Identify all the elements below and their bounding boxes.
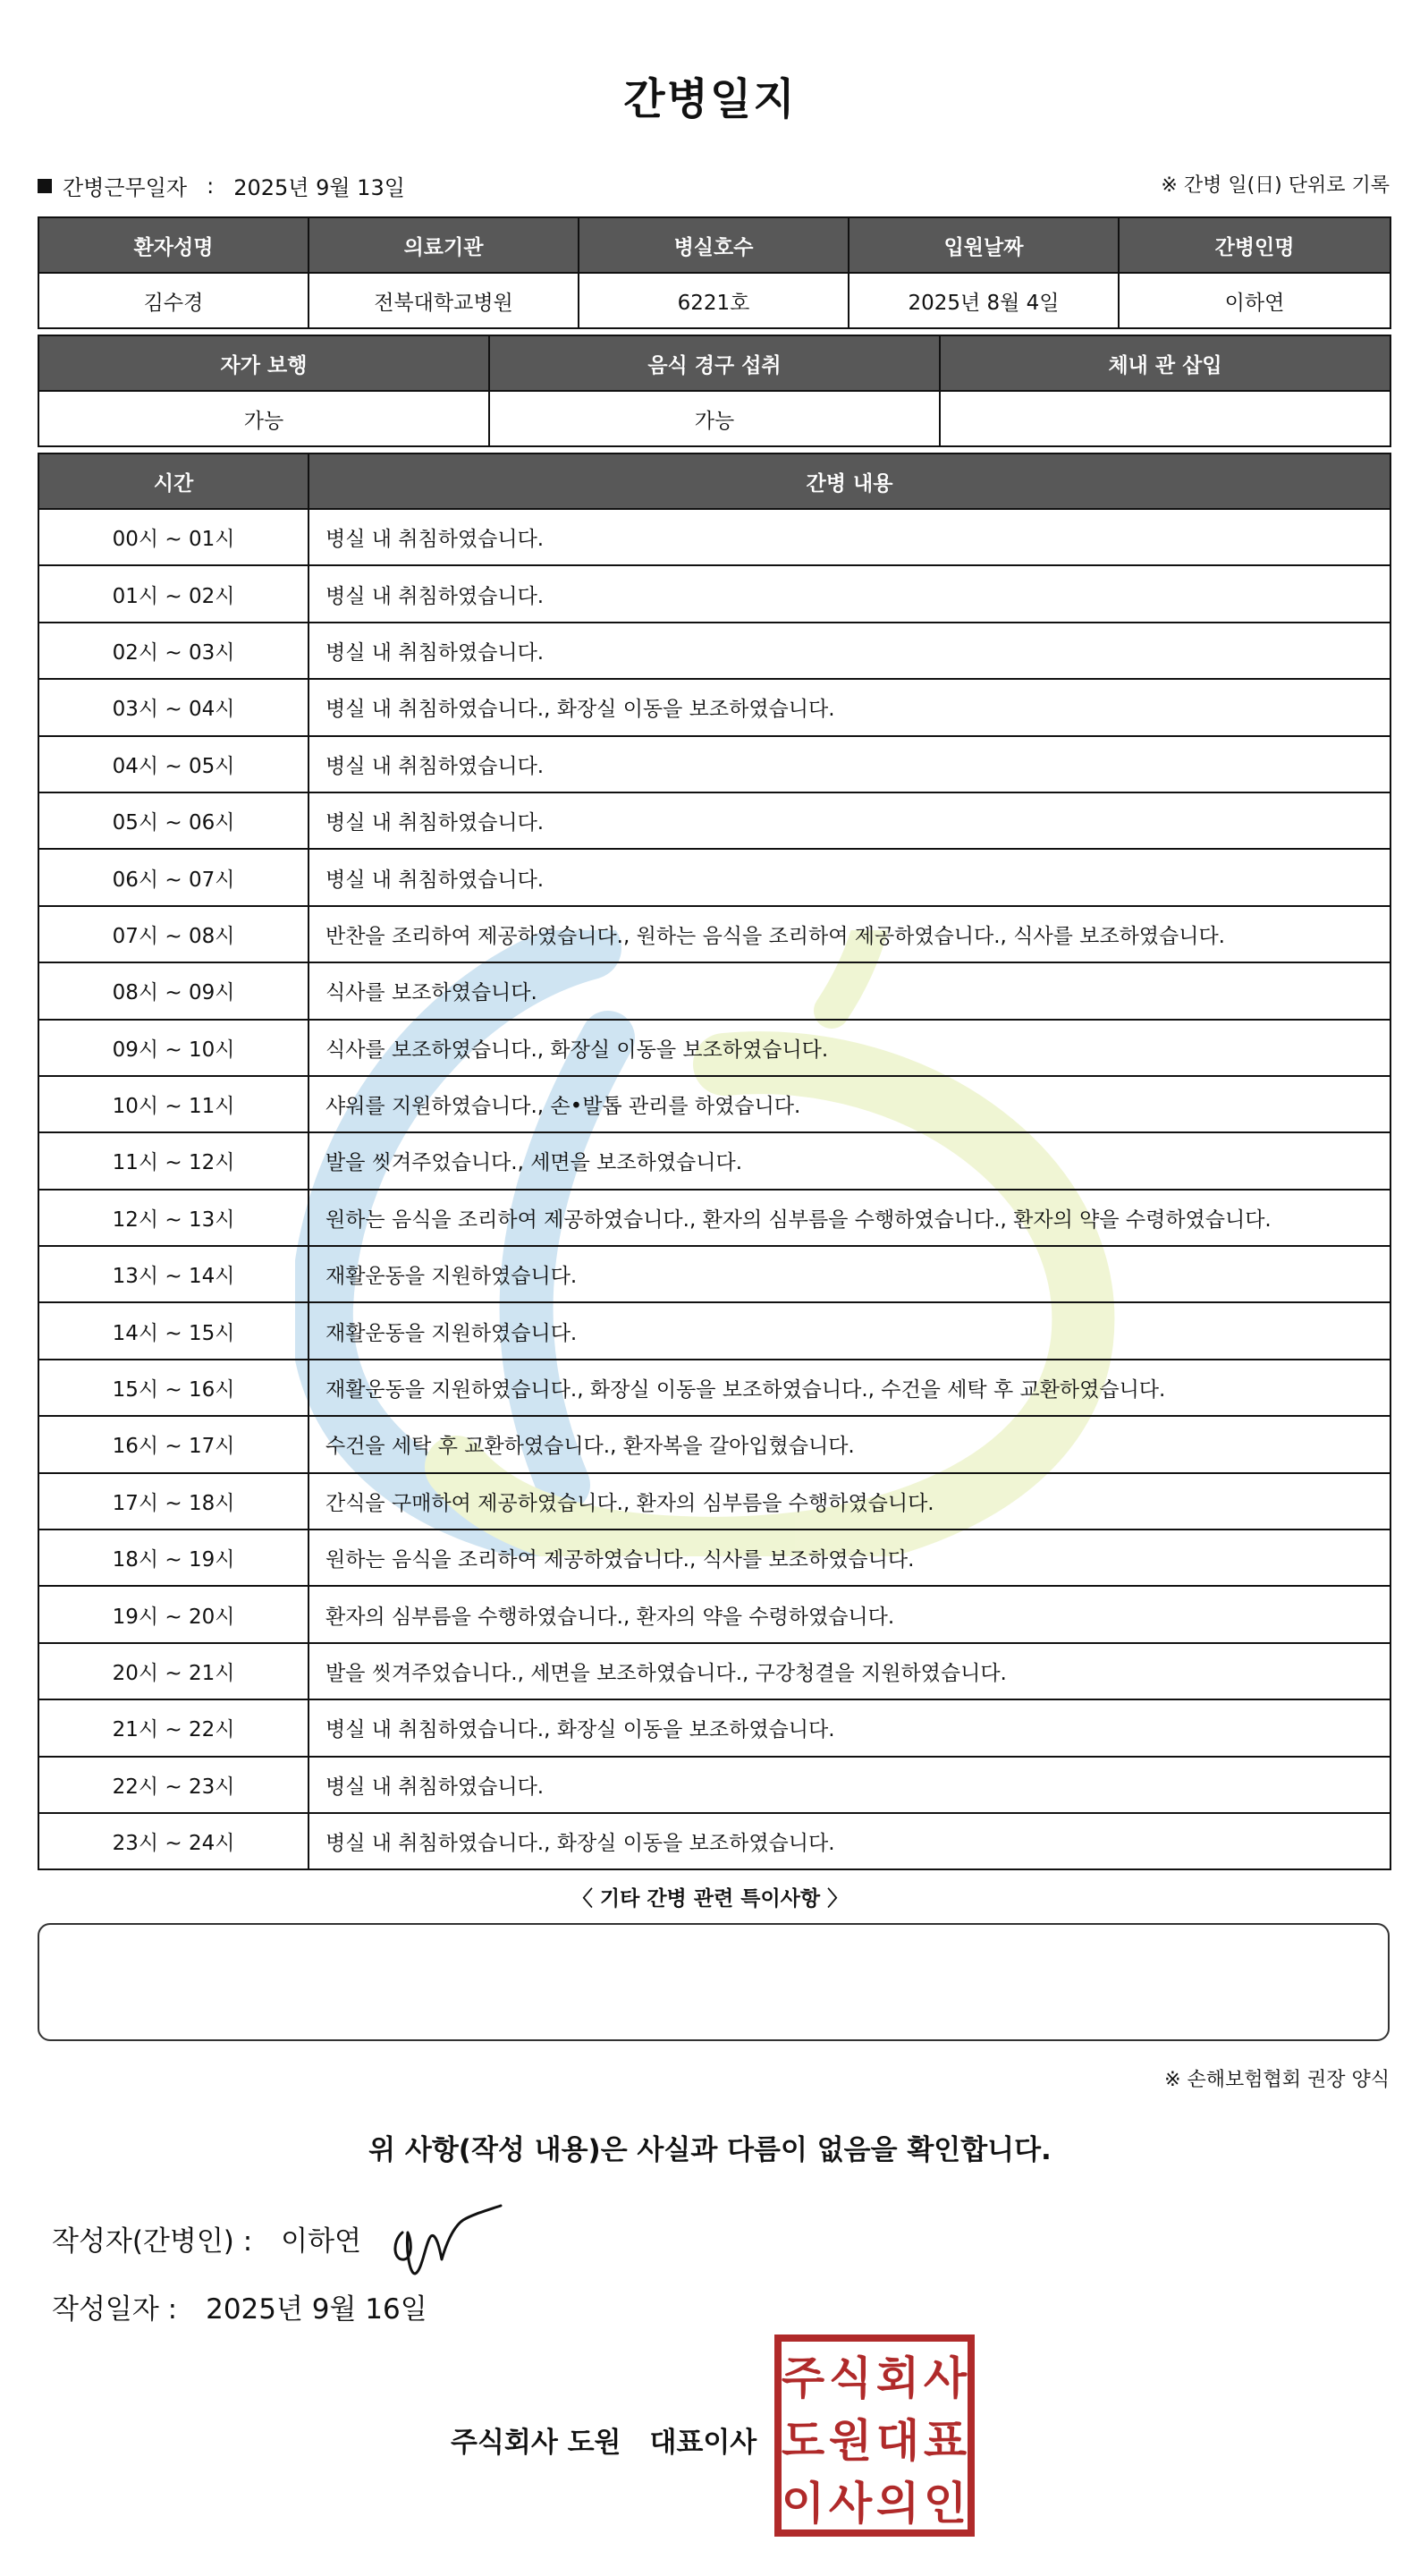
special-notes-box [38,1923,1390,2041]
writer-row [52,2218,361,2258]
content-cell: 병실 내 취침하였습니다. [309,623,1390,679]
room-number: 6221호 [579,273,849,328]
time-cell: 00시 ~ 01시 [38,509,309,565]
seal-glyph: 회 [875,2352,920,2404]
time-cell: 17시 ~ 18시 [38,1473,309,1530]
seal-glyph: 도 [781,2415,825,2467]
confirmation-statement: 위 사항(작성 내용)은 사실과 다름이 없음을 확인합니다. [368,2134,1052,2166]
table-row [38,679,1390,735]
company-block [451,2419,756,2460]
time-cell: 16시 ~ 17시 [38,1416,309,1472]
table-row [38,1416,1390,1472]
content-cell: 식사를 보조하였습니다. [309,962,1390,1019]
content-cell: 병실 내 취침하였습니다., 화장실 이동을 보조하였습니다. [309,679,1390,735]
patient-info-header-row [38,217,1390,273]
seal-glyph: 주 [781,2352,825,2404]
content-cell: 원하는 음식을 조리하여 제공하였습니다., 환자의 심부름을 수행하였습니다., 환자의 약을 수령하였습니다. [309,1190,1390,1246]
time-cell: 07시 ~ 08시 [38,906,309,962]
time-cell: 19시 ~ 20시 [38,1586,309,1642]
content-cell: 수건을 세탁 후 교환하였습니다., 환자복을 갈아입혔습니다. [309,1416,1390,1472]
seal-glyph: 사 [923,2352,968,2404]
time-cell: 01시 ~ 02시 [38,565,309,622]
header-time: 시간 [38,453,309,509]
written-date-label: 작성일자 : [52,2293,178,2326]
table-row [38,792,1390,849]
seal-glyph: 표 [923,2415,968,2467]
care-status-header-row [38,335,1390,391]
seal-glyph: 사 [828,2478,873,2529]
table-row [38,509,1390,565]
written-date-row [52,2286,427,2326]
table-row [38,565,1390,622]
table-row [38,1302,1390,1359]
content-cell: 병실 내 취침하였습니다., 화장실 이동을 보조하였습니다. [309,1813,1390,1869]
content-cell: 발을 씻겨주었습니다., 세면을 보조하였습니다., 구강청결을 지원하였습니다. [309,1643,1390,1699]
content-cell: 재활운동을 지원하였습니다. [309,1246,1390,1302]
seal-glyph: 대 [875,2415,920,2467]
table-row [38,1360,1390,1416]
table-row [38,1132,1390,1189]
tube-insertion-value [940,391,1390,446]
time-cell: 20시 ~ 21시 [38,1643,309,1699]
table-row [38,623,1390,679]
content-cell: 발을 씻겨주었습니다., 세면을 보조하였습니다. [309,1132,1390,1189]
seal-glyph: 식 [828,2352,873,2404]
content-cell: 재활운동을 지원하였습니다. [309,1302,1390,1359]
meta-row [38,170,1390,206]
seal-glyph: 원 [828,2415,873,2467]
table-row [38,906,1390,962]
special-notes-title: 〈 기타 간병 관련 특이사항 〉 [571,1887,849,1911]
header-room: 병실호수 [579,217,849,273]
table-row [38,1757,1390,1813]
content-cell: 병실 내 취침하였습니다., 화장실 이동을 보조하였습니다. [309,1699,1390,1756]
content-cell: 병실 내 취침하였습니다. [309,1757,1390,1813]
time-cell: 12시 ~ 13시 [38,1190,309,1246]
self-walking-value: 가능 [38,391,489,446]
content-cell: 재활운동을 지원하였습니다., 화장실 이동을 보조하였습니다., 수건을 세탁 후 교환하였습니다. [309,1360,1390,1416]
work-date-value: 2025년 9월 13일 [233,175,405,200]
content-cell: 환자의 심부름을 수행하였습니다., 환자의 약을 수령하였습니다. [309,1586,1390,1642]
care-log-table [38,453,1391,1870]
table-row [38,1643,1390,1699]
time-cell: 13시 ~ 14시 [38,1246,309,1302]
content-cell: 식사를 보조하였습니다., 화장실 이동을 보조하였습니다. [309,1020,1390,1076]
table-row [38,1076,1390,1132]
header-admission-date: 입원날짜 [849,217,1119,273]
content-cell: 병실 내 취침하였습니다. [309,792,1390,849]
oral-intake-value: 가능 [489,391,940,446]
time-cell: 08시 ~ 09시 [38,962,309,1019]
time-cell: 10시 ~ 11시 [38,1076,309,1132]
time-cell: 18시 ~ 19시 [38,1530,309,1586]
seal-glyph: 이 [781,2478,825,2529]
table-row [38,1586,1390,1642]
time-cell: 23시 ~ 24시 [38,1813,309,1869]
time-cell: 22시 ~ 23시 [38,1757,309,1813]
patient-info-table [38,216,1391,329]
table-row [38,736,1390,792]
caregiver-name: 이하연 [1119,273,1390,328]
time-cell: 11시 ~ 12시 [38,1132,309,1189]
writer-name: 이하연 [281,2225,362,2258]
header-patient-name: 환자성명 [38,217,309,273]
table-row [38,1190,1390,1246]
record-unit-note: ※ 간병 일(日) 단위로 기록 [1161,174,1390,197]
patient-name: 김수경 [38,273,309,328]
table-row [38,1530,1390,1586]
table-row [38,1246,1390,1302]
time-cell: 02시 ~ 03시 [38,623,309,679]
work-date-colon: : [207,173,215,199]
header-oral-intake: 음식 경구 섭취 [489,335,940,391]
patient-info-value-row [38,273,1390,328]
content-cell: 병실 내 취침하였습니다. [309,565,1390,622]
care-log-header-row [38,453,1390,509]
work-date-label: 간병근무일자 [63,175,188,200]
time-cell: 14시 ~ 15시 [38,1302,309,1359]
company-ceo-title: 대표이사 [649,2427,757,2459]
seal-glyph: 의 [875,2478,920,2529]
content-cell: 반찬을 조리하여 제공하였습니다., 원하는 음식을 조리하여 제공하였습니다., 식사를 보조하였습니다. [309,906,1390,962]
hospital-name: 전북대학교병원 [309,273,579,328]
writer-label: 작성자(간병인) : [52,2225,253,2258]
time-cell: 09시 ~ 10시 [38,1020,309,1076]
care-status-table [38,335,1391,447]
bullet-square-icon [38,179,52,193]
table-row [38,962,1390,1019]
table-row [38,849,1390,905]
recommend-note: ※ 손해보험협회 권장 양식 [1164,2069,1390,2091]
company-name: 주식회사 도원 [451,2427,621,2459]
header-care-content: 간병 내용 [309,453,1390,509]
content-cell: 샤워를 지원하였습니다., 손•발톱 관리를 하였습니다. [309,1076,1390,1132]
table-row [38,1020,1390,1076]
company-seal-stamp [773,2333,976,2538]
written-date-value: 2025년 9월 16일 [206,2293,427,2326]
header-hospital: 의료기관 [309,217,579,273]
header-tube-insertion: 체내 관 삽입 [940,335,1390,391]
time-cell: 04시 ~ 05시 [38,736,309,792]
time-cell: 15시 ~ 16시 [38,1360,309,1416]
time-cell: 21시 ~ 22시 [38,1699,309,1756]
signature-image [386,2197,511,2277]
seal-glyph: 인 [923,2478,968,2529]
content-cell: 원하는 음식을 조리하여 제공하였습니다., 식사를 보조하였습니다. [309,1530,1390,1586]
content-cell: 간식을 구매하여 제공하였습니다., 환자의 심부름을 수행하였습니다. [309,1473,1390,1530]
content-cell: 병실 내 취침하였습니다. [309,849,1390,905]
care-status-value-row [38,391,1390,446]
time-cell: 03시 ~ 04시 [38,679,309,735]
header-caregiver-name: 간병인명 [1119,217,1390,273]
table-row [38,1473,1390,1530]
admission-date: 2025년 8월 4일 [849,273,1119,328]
document-title: 간병일지 [623,74,797,124]
content-cell: 병실 내 취침하였습니다. [309,509,1390,565]
time-cell: 05시 ~ 06시 [38,792,309,849]
table-row [38,1699,1390,1756]
time-cell: 06시 ~ 07시 [38,849,309,905]
work-date [38,170,405,201]
table-row [38,1813,1390,1869]
content-cell: 병실 내 취침하였습니다. [309,736,1390,792]
header-self-walking: 자가 보행 [38,335,489,391]
